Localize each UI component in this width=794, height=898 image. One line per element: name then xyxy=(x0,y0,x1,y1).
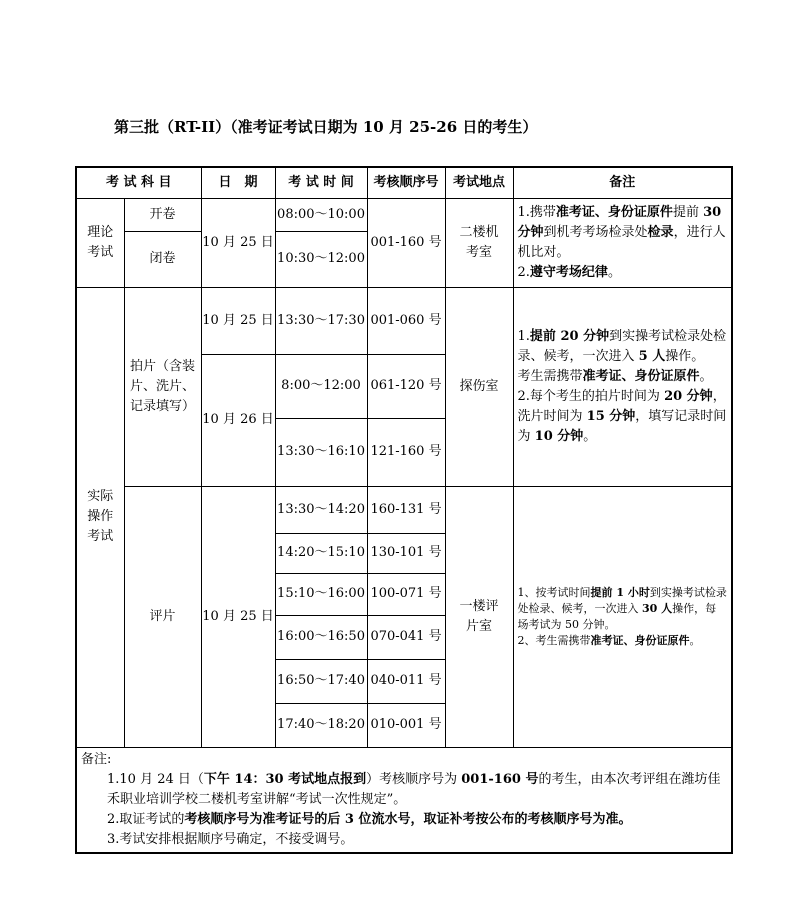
eval-time-6: 17:40～18:20 xyxy=(275,703,367,747)
eval-seq-2: 130-101 号 xyxy=(367,533,445,573)
header-subject: 考 试 科 目 xyxy=(76,167,201,198)
page-title: 第三批（RT-II）（准考证考试日期为 10 月 25-26 日的考生） xyxy=(114,118,538,136)
eval-time-4: 16:00～16:50 xyxy=(275,615,367,659)
practical-group: 实际操作考试 xyxy=(76,287,124,747)
eval-time-3: 15:10～16:00 xyxy=(275,573,367,615)
eval-row-1 xyxy=(76,486,732,533)
eval-notes xyxy=(513,486,732,747)
header-time: 考 试 时 间 xyxy=(275,167,367,198)
film-note-1: 1.提前 20 分钟到实操考试检录处检录、候考，一次进入 5 人操作。 xyxy=(517,328,727,364)
header-row xyxy=(76,167,732,198)
eval-seq-5: 040-011 号 xyxy=(367,659,445,703)
theory-note-1: 1.携带准考证、身份证原件提前 30 分钟到机考考场检录处检录，进行人机比对。 xyxy=(517,204,726,260)
eval-seq-1: 160-131 号 xyxy=(367,486,445,533)
eval-note-2: 2、考生需携带准考证、身份证原件。 xyxy=(517,633,701,647)
film-note-3: 2.每个考生的拍片时间为 20 分钟，洗片时间为 15 分钟，填写记录时间为 10 分钟。 xyxy=(517,388,727,444)
theory-open: 开卷 xyxy=(124,198,201,232)
eval-location: 一楼评片室 xyxy=(445,486,513,747)
exam-schedule-table xyxy=(75,166,733,854)
eval-note-1: 1、按考试时间提前 1 小时到实操考试检录处检录、候考，一次进入 30 人操作，每场考试为 50 分钟。 xyxy=(517,585,727,631)
footer-row xyxy=(76,747,732,853)
eval-time-1: 13:30～14:20 xyxy=(275,486,367,533)
film-row-1 xyxy=(76,287,732,354)
footer-note-1: 1.10 月 24 日（下午 14：30 考试地点报到）考核顺序号为 001-160 号的考生，由本次考评组在潍坊佳禾职业培训学校二楼机考室讲解“考试一次性规定”。 xyxy=(107,771,721,807)
film-note-2: 考生需携带准考证、身份证原件。 xyxy=(517,368,713,384)
footer-note-3: 3.考试安排根据顺序号确定，不接受调号。 xyxy=(107,831,354,847)
theory-closed: 闭卷 xyxy=(124,232,201,287)
film-seq-3: 121-160 号 xyxy=(367,418,445,486)
film-location: 探伤室 xyxy=(445,287,513,486)
theory-time-1: 08:00～10:00 xyxy=(275,198,367,232)
footer-label: 备注: xyxy=(81,751,112,767)
header-seq: 考核顺序号 xyxy=(367,167,445,198)
eval-time-5: 16:50～17:40 xyxy=(275,659,367,703)
eval-seq-4: 070-041 号 xyxy=(367,615,445,659)
film-notes xyxy=(513,287,732,486)
theory-location: 二楼机考室 xyxy=(445,198,513,287)
theory-time-2: 10:30～12:00 xyxy=(275,232,367,287)
theory-seq: 001-160 号 xyxy=(367,198,445,287)
header-remarks: 备注 xyxy=(513,167,732,198)
theory-row-open xyxy=(76,198,732,232)
film-time-2: 8:00～12:00 xyxy=(275,354,367,418)
theory-group: 理论考试 xyxy=(76,198,124,287)
film-date-2: 10 月 26 日 xyxy=(201,354,275,486)
eval-seq-6: 010-001 号 xyxy=(367,703,445,747)
eval-seq-3: 100-071 号 xyxy=(367,573,445,615)
film-time-1: 13:30～17:30 xyxy=(275,287,367,354)
eval-date: 10 月 25 日 xyxy=(201,486,275,747)
film-name: 拍片（含装片、洗片、记录填写） xyxy=(124,287,201,486)
footer-note-2: 2.取证考试的考核顺序号为准考证号的后 3 位流水号，取证补考按公布的考核顺序号为准。 xyxy=(107,811,632,827)
theory-notes xyxy=(513,198,732,287)
header-location: 考试地点 xyxy=(445,167,513,198)
film-seq-2: 061-120 号 xyxy=(367,354,445,418)
theory-date: 10 月 25 日 xyxy=(201,198,275,287)
eval-name: 评片 xyxy=(124,486,201,747)
theory-note-2: 2.遵守考场纪律。 xyxy=(517,264,621,280)
footer-notes xyxy=(76,747,732,853)
header-date: 日 期 xyxy=(201,167,275,198)
film-date-1: 10 月 25 日 xyxy=(201,287,275,354)
film-time-3: 13:30～16:10 xyxy=(275,418,367,486)
film-seq-1: 001-060 号 xyxy=(367,287,445,354)
eval-time-2: 14:20～15:10 xyxy=(275,533,367,573)
